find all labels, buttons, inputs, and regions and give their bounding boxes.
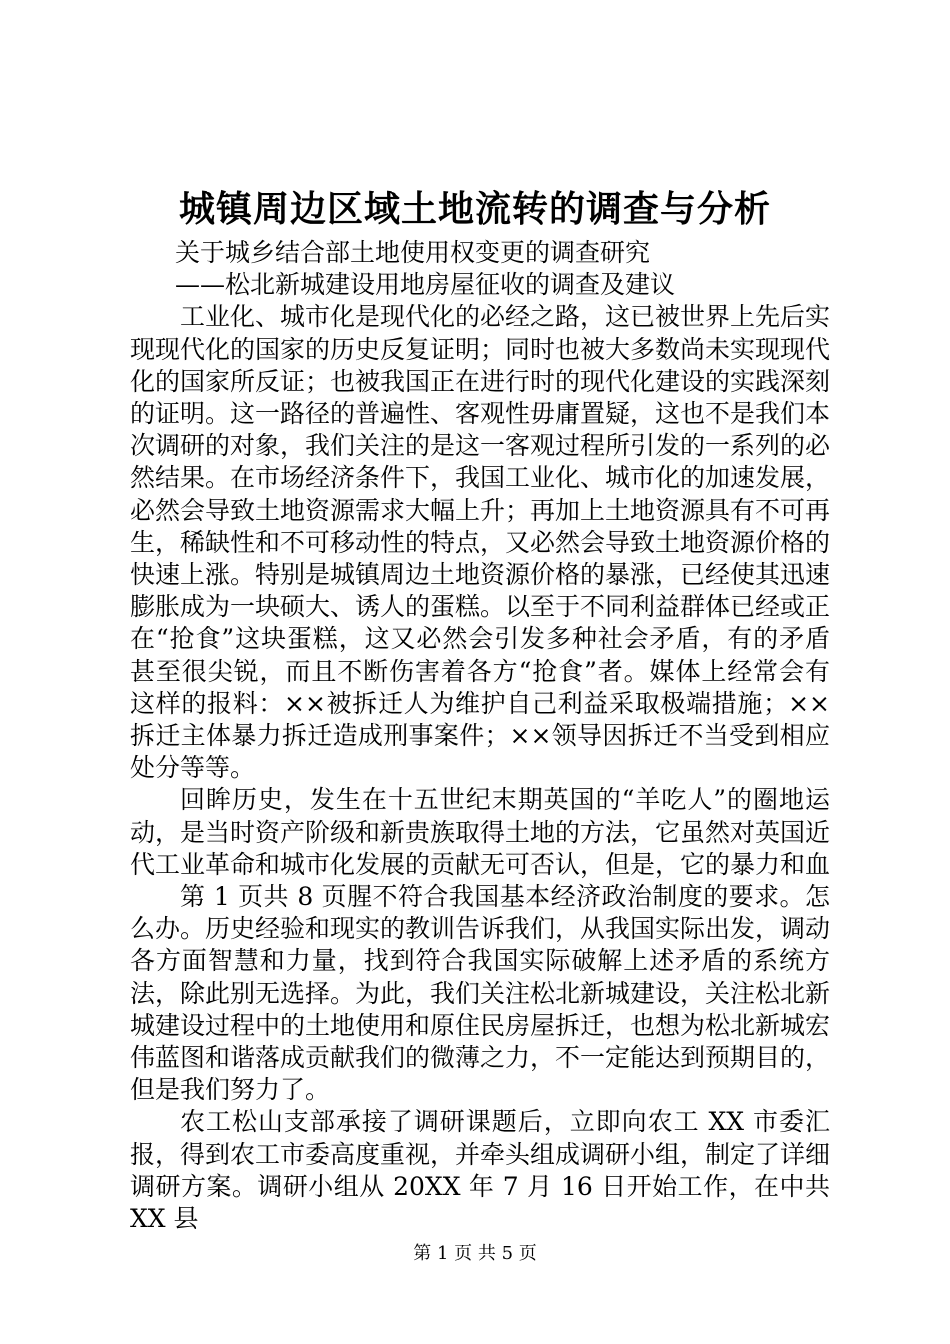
subtitle-line-2: ——松北新城建设用地房屋征收的调查及建议	[175, 270, 676, 300]
subtitle-line-1: 关于城乡结合部土地使用权变更的调查研究	[175, 238, 651, 267]
document-body	[130, 237, 830, 1235]
document-title: 城镇周边区域土地流转的调查与分析	[178, 188, 771, 230]
page-number-footer: 第 1 页 共 5 页	[413, 1243, 537, 1264]
paragraph-3: 第 1 页共 8 页腥不符合我国基本经济政治制度的要求。怎么办。历史经验和现实的教训告诉我们，从我国实际出发，调动各方面智慧和力量，找到符合我国实际破解上述矛盾的系统方法，除此别无选择。为此，我们关注松北新城建设，关注松北新城建设过程中的土地使用和原住民房屋拆迁，也想为松北新城宏伟蓝图和谐落成贡献我们的微薄之力，不一定能达到预期目的，但是我们努力了。	[130, 882, 831, 1105]
paragraph-1: 工业化、城市化是现代化的必经之路，这已被世界上先后实现现代化的国家的历史反复证明；同时也被大多数尚未实现现代化的国家所反证；也被我国正在进行时的现代化建设的实践深刻的证明。这一路径的普遍性、客观性毋庸置疑，这也不是我们本次调研的对象，我们关注的是这一客观过程所引发的一系列的必然结果。在市场经济条件下，我国工业化、城市化的加速发展，必然会导致土地资源需求大幅上升；再加上土地资源具有不可再生，稀缺性和不可移动性的特点，又必然会导致土地资源价格的快速上涨。特别是城镇周边土地资源价格的暴涨，已经使其迅速膨胀成为一块硕大、诱人的蛋糕。以至于不同利益群体已经或正在“抢食”这块蛋糕，这又必然会引发多种社会矛盾，有的矛盾甚至很尖锐，而且不断伤害着各方“抢食”者。媒体上经常会有这样的报料：××被拆迁人为维护自己利益采取极端措施；××拆迁主体暴力拆迁造成刑事案件；××领导因拆迁不当受到相应处分等等。	[130, 302, 831, 783]
paragraph-2: 回眸历史，发生在十五世纪末期英国的“羊吃人”的圈地运动，是当时资产阶级和新贵族取得土地的方法，它虽然对英国近代工业革命和城市化发展的贡献无可否认，但是，它的暴力和血	[130, 785, 831, 879]
paragraph-4: 农工松山支部承接了调研课题后，立即向农工 XX 市委汇报，得到农工市委高度重视，并牵头组成调研小组，制定了详细调研方案。调研小组从 20XX 年 7 月 16 日开始工作，在中共 XX 县	[130, 1107, 831, 1234]
